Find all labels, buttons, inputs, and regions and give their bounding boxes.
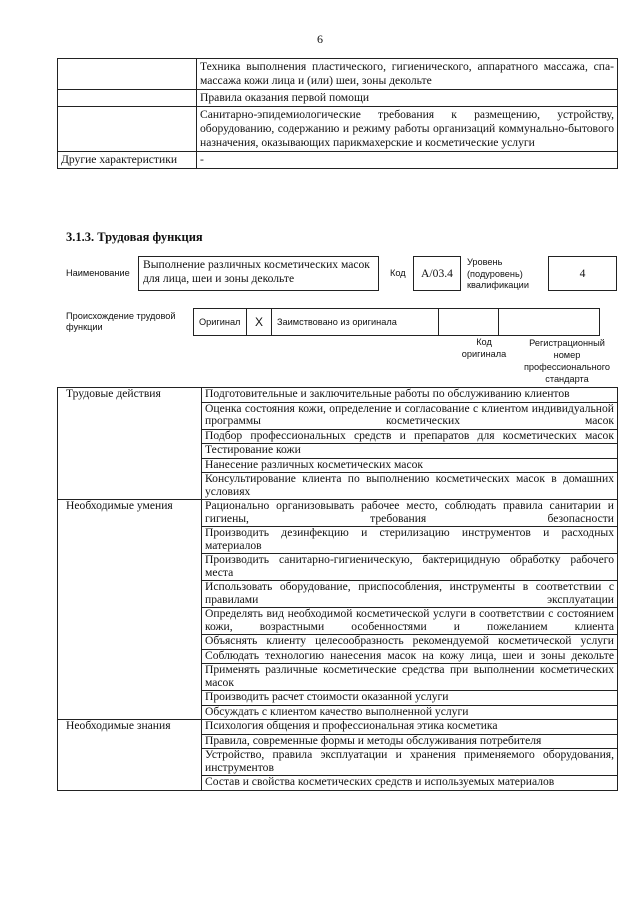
- table-cell: Санитарно-эпидемиологические требования к размещению, устройству, оборудованию, содержанию и режиму работы организаций коммунально-бытового назначения, оказывающих парикмахерские и косметические услуги: [197, 107, 618, 152]
- skills-label: Необходимые умения: [58, 500, 202, 720]
- table-cell: Обсуждать с клиентом качество выполненной услуги: [202, 705, 618, 720]
- knowledge-label: Необходимые знания: [58, 720, 202, 791]
- table-cell: Правила, современные формы и методы обслуживания потребителя: [202, 734, 618, 749]
- table-cell: Определять вид необходимой косметической услуги в соответствии с состоянием кожи, возрастными особенностями и пожеланием клиента: [202, 608, 618, 635]
- code-label: Код: [390, 268, 406, 278]
- level-label: Уровень (подуровень) квалификации: [467, 257, 529, 290]
- table-cell: Состав и свойства косметических средств и используемых материалов: [202, 776, 618, 791]
- registration-number-cell: [499, 309, 600, 336]
- original-cell: Оригинал: [194, 309, 247, 336]
- table-cell: Устройство, правила эксплуатации и хранения применяемого оборудования, инструментов: [202, 749, 618, 776]
- labor-function-table: [57, 387, 618, 791]
- table-cell: Применять различные косметические средства при выполнении косметических масок: [202, 664, 618, 691]
- origin-label: Происхождение трудовой функции: [66, 311, 176, 332]
- table-cell: Техника выполнения пластического, гигиенического, аппаратного массажа, спа-массажа кожи лица и (или) шеи, зоны декольте: [197, 59, 618, 90]
- name-label: Наименование: [66, 268, 130, 278]
- table-cell: Производить расчет стоимости оказанной услуги: [202, 691, 618, 706]
- table-cell: Оценка состояния кожи, определение и согласование с клиентом индивидуальной программы косметических масок: [202, 402, 618, 429]
- table-cell: Подготовительные и заключительные работы по обслуживанию клиентов: [202, 388, 618, 403]
- function-name-box: Выполнение различных косметических масок для лица, шеи и зоны декольте: [138, 256, 379, 291]
- empty-label-cell: [58, 107, 197, 152]
- table-cell: Консультирование клиента по выполнению косметических масок в домашних условиях: [202, 473, 618, 500]
- page-number: 6: [317, 32, 323, 46]
- level-box: 4: [548, 256, 617, 291]
- code-box: A/03.4: [413, 256, 461, 291]
- registration-number-caption: Регистрационный номер профессионального стандарта: [523, 338, 611, 384]
- original-mark: X: [247, 309, 272, 336]
- other-characteristics-label: Другие характеристики: [58, 152, 197, 169]
- labor-actions-label: Трудовые действия: [58, 388, 202, 500]
- origin-table: [193, 308, 600, 336]
- table-cell: Рационально организовывать рабочее место, соблюдать правила санитарии и гигиены, требования безопасности: [202, 500, 618, 527]
- empty-label-cell: [58, 59, 197, 90]
- table-cell: Психология общения и профессиональная этика косметика: [202, 720, 618, 735]
- borrowed-cell: Заимствовано из оригинала: [272, 309, 439, 336]
- table-cell: Объяснять клиенту целесообразность рекомендуемой косметической услуги: [202, 635, 618, 650]
- table-cell: Подбор профессиональных средств и препаратов для косметических масок: [202, 429, 618, 444]
- table-cell: Нанесение различных косметических масок: [202, 458, 618, 473]
- table-cell: Тестирование кожи: [202, 444, 618, 459]
- other-characteristics-value: -: [197, 152, 618, 169]
- original-code-caption: Код оригинала: [461, 337, 507, 359]
- empty-label-cell: [58, 90, 197, 107]
- knowledge-continuation-table: [57, 58, 618, 169]
- section-title: 3.1.3. Трудовая функция: [66, 230, 203, 244]
- table-cell: Производить дезинфекцию и стерилизацию инструментов и расходных материалов: [202, 527, 618, 554]
- table-cell: Соблюдать технологию нанесения масок на кожу лица, шеи и зоны декольте: [202, 649, 618, 664]
- original-code-cell: [439, 309, 499, 336]
- table-cell: Производить санитарно-гигиеническую, бактерицидную обработку рабочего места: [202, 554, 618, 581]
- table-cell: Правила оказания первой помощи: [197, 90, 618, 107]
- table-cell: Использовать оборудование, приспособления, инструменты в соответствии с правилами эксплуатации: [202, 581, 618, 608]
